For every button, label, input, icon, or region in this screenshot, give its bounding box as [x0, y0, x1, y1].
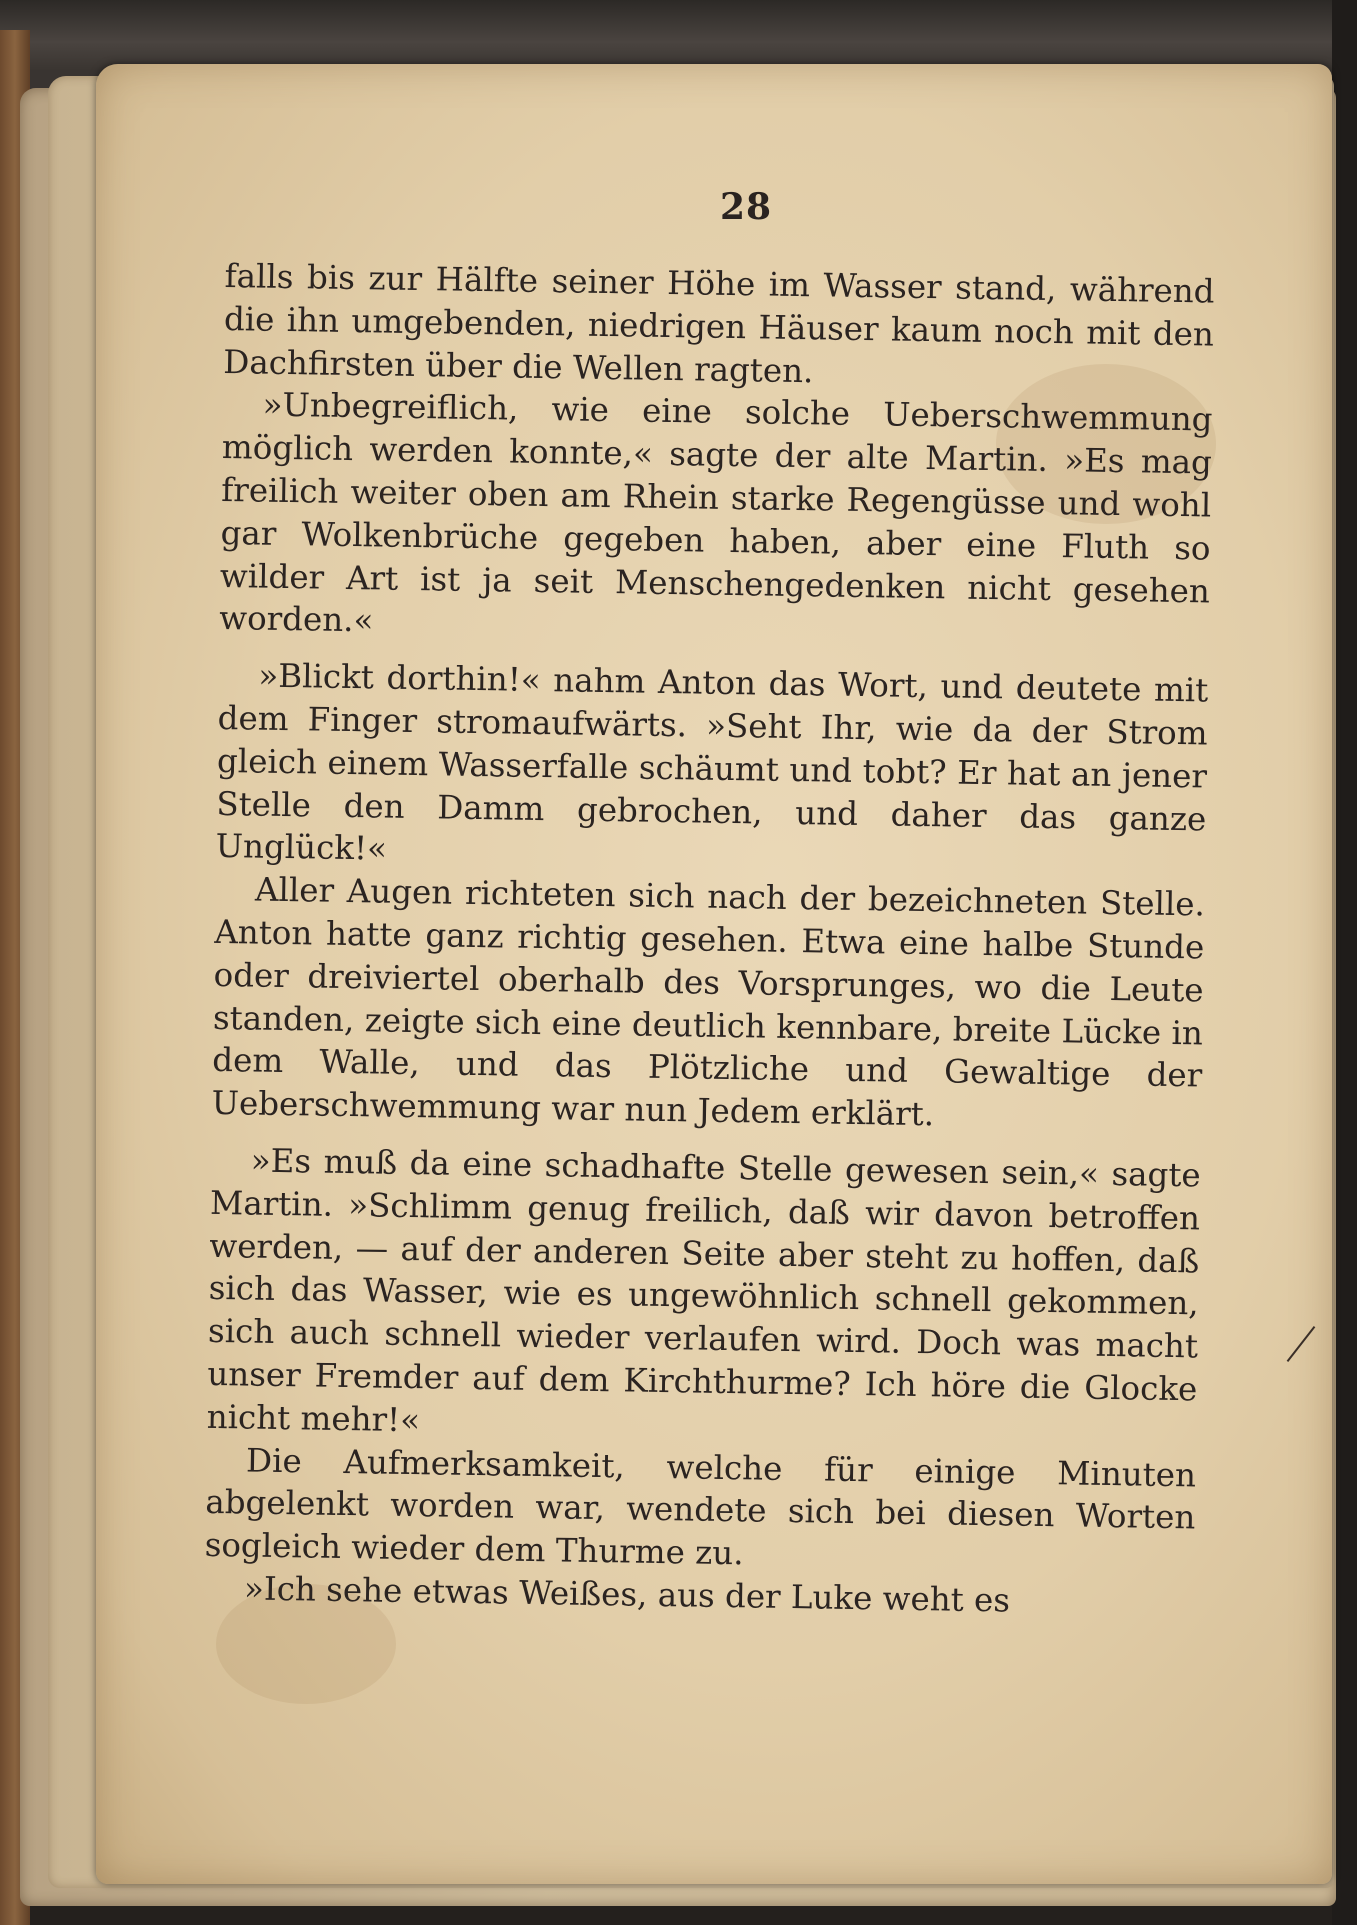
book-cover-top	[0, 0, 1357, 70]
paragraph: »Unbegreiflich, wie eine solche Ueberschwemmung möglich werden konnte,« sagte der alte Martin. »Es mag freilich weiter oben am Rhein starke Regengüsse und wohl gar Wolkenbrüche gegeben haben, aber eine Fluth so wilder Art ist ja seit Menschengedenken nicht gesehen worden.«	[218, 386, 1213, 640]
paragraph: Die Aufmerksamkeit, welche für einige Minuten abgelenkt worden war, wendete sich bei diesen Worten sogleich wieder dem Thurme zu.	[204, 1440, 1197, 1573]
paragraph: »Blickt dorthin!« nahm Anton das Wort, und deutete mit dem Finger stromaufwärts. »Seht Ihr, wie da der Strom gleich einem Wasserfalle schäumt und tobt? Er hat an jener Stelle den Damm gebrochen, und daher das ganze Unglück!«	[215, 656, 1209, 868]
page-number: 28	[720, 186, 773, 228]
paragraph: »Ich sehe etwas Weißes, aus der Luke weht es	[243, 1569, 1011, 1620]
paragraph: Aller Augen richteten sich nach der bezeichneten Stelle. Anton hatte ganz richtig gesehen. Etwa eine halbe Stunde oder dreiviertel oberhalb des Vorsprunges, wo die Leute standen, zeigte sich eine deutlich kennbare, breite Lücke in dem Walle, und das Plötzliche und Gewaltige der Ueberschwemmung war nun Jedem erklärt.	[211, 870, 1206, 1134]
page-text	[204, 255, 1215, 1625]
paragraph: falls bis zur Hälfte seiner Höhe im Wasser stand, während die ihn umgebenden, niedrigen Häuser kaum noch mit den Dachfirsten über die Wellen ragten.	[223, 256, 1215, 390]
paragraph: »Es muß da eine schadhafte Stelle gewesen sein,« sagte Martin. »Schlimm genug freilich, daß wir davon betroffen werden, — auf der anderen Seite aber steht zu hoffen, daß sich das Wasser, wie es ungewöhnlich schnell gekommen, sich auch schnell wieder verlaufen wird. Doch was macht unser Fremder auf dem Kirchthurme? Ich höre die Glocke nicht mehr!«	[206, 1141, 1201, 1439]
